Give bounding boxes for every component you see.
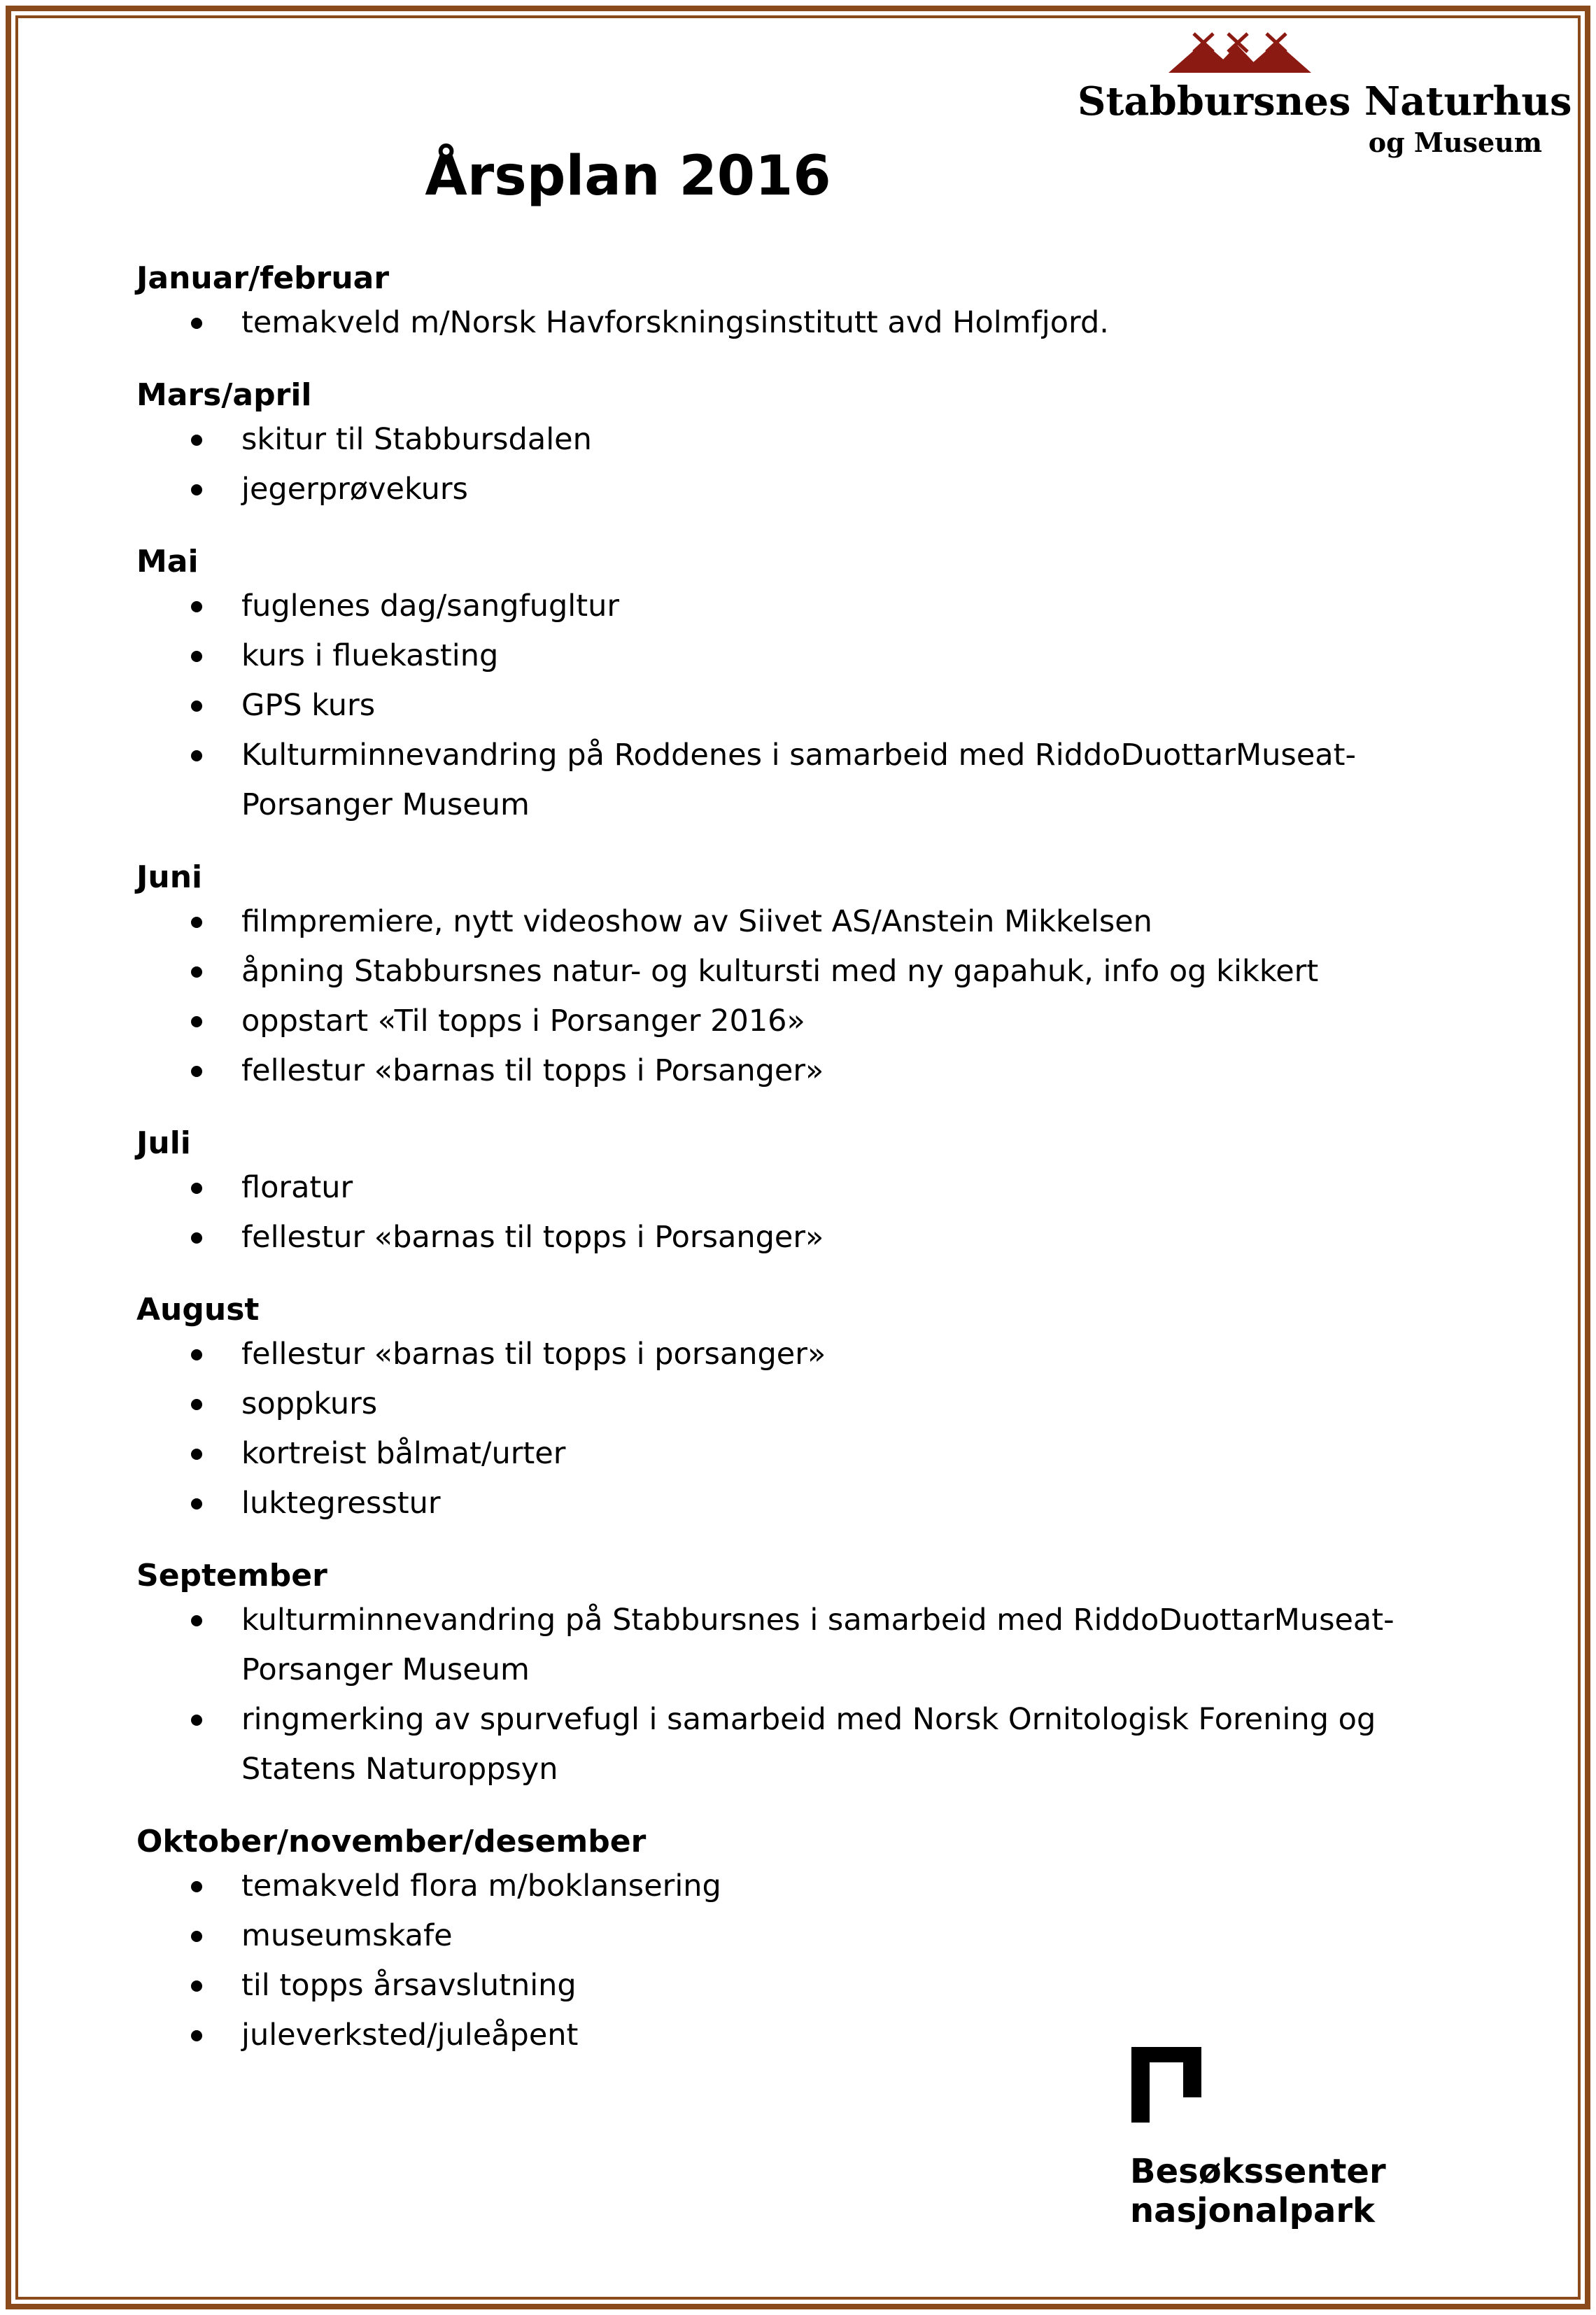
month-heading: Mars/april <box>136 377 312 413</box>
activity-list <box>136 1596 1480 1794</box>
bullet-icon <box>191 1715 202 1726</box>
bullet-icon <box>191 917 202 928</box>
list-item <box>136 1596 1480 1695</box>
list-item <box>136 1163 1480 1213</box>
activity-text: temakveld flora m/boklansering <box>241 1869 721 1904</box>
logo-subtitle: og Museum <box>1368 127 1542 158</box>
list-item <box>136 1046 1480 1096</box>
month-section <box>136 1290 1480 1528</box>
nasjonalpark-icon <box>1131 2047 1201 2124</box>
bullet-icon <box>191 484 202 495</box>
list-item <box>136 1862 1480 1911</box>
bullet-icon <box>191 601 202 612</box>
bullet-icon <box>191 1399 202 1410</box>
activity-text: floratur <box>241 1170 353 1205</box>
list-item <box>136 1330 1480 1379</box>
activity-text: museumskafe <box>241 1918 453 1953</box>
month-section <box>136 376 1480 514</box>
month-section <box>136 259 1480 348</box>
bullet-icon <box>191 1498 202 1510</box>
activity-list <box>136 298 1480 348</box>
activity-text: Kulturminnevandring på Roddenes i samarbeid med RiddoDuottarMuseat-Porsanger Museum <box>241 738 1356 822</box>
list-item <box>136 1429 1480 1479</box>
bullet-icon <box>191 1232 202 1244</box>
month-section <box>136 858 1480 1096</box>
list-item <box>136 1379 1480 1429</box>
activity-text: oppstart «Til topps i Porsanger 2016» <box>241 1004 805 1039</box>
activity-text: fellestur «barnas til topps i porsanger» <box>241 1337 826 1372</box>
logo-name: Stabbursnes Naturhus <box>1078 78 1572 125</box>
bullet-icon <box>191 1881 202 1892</box>
month-heading: Juli <box>136 1125 191 1161</box>
bullet-icon <box>191 651 202 662</box>
activity-list <box>136 897 1480 1096</box>
bullet-icon <box>191 1183 202 1194</box>
list-item <box>136 731 1480 830</box>
activity-text: filmpremiere, nytt videoshow av Siivet AS/Anstein Mikkelsen <box>241 904 1152 939</box>
activity-list <box>136 1163 1480 1262</box>
activity-text: fuglenes dag/sangfugltur <box>241 589 620 624</box>
list-item <box>136 1213 1480 1262</box>
bullet-icon <box>191 435 202 446</box>
list-item <box>136 1479 1480 1528</box>
list-item <box>136 897 1480 947</box>
list-item <box>136 415 1480 465</box>
bullet-icon <box>191 2030 202 2041</box>
bullet-icon <box>191 1349 202 1360</box>
activity-text: ringmerking av spurvefugl i samarbeid med Norsk Ornitologisk Forening og Statens Naturoppsyn <box>241 1702 1376 1787</box>
activity-text: skitur til Stabbursdalen <box>241 422 592 457</box>
month-heading: Mai <box>136 544 199 579</box>
activity-text: til topps årsavslutning <box>241 1968 577 2003</box>
bullet-icon <box>191 1931 202 1942</box>
activity-list <box>136 1330 1480 1528</box>
roof-logo-icon <box>1120 32 1371 74</box>
month-section <box>136 542 1480 830</box>
activity-text: åpning Stabbursnes natur- og kultursti med ny gapahuk, info og kikkert <box>241 954 1319 989</box>
list-item <box>136 582 1480 631</box>
besokssenter-label <box>1130 2152 1386 2230</box>
activity-text: kulturminnevandring på Stabbursnes i samarbeid med RiddoDuottarMuseat-Porsanger Museum <box>241 1603 1394 1687</box>
activity-text: GPS kurs <box>241 688 376 723</box>
month-section <box>136 1124 1480 1262</box>
activity-list <box>136 415 1480 514</box>
month-heading: Juni <box>136 859 203 895</box>
bullet-icon <box>191 1449 202 1460</box>
list-item <box>136 947 1480 997</box>
besokssenter-logo <box>1130 2047 1424 2236</box>
bullet-icon <box>191 701 202 712</box>
bullet-icon <box>191 1066 202 1077</box>
bullet-icon <box>191 1016 202 1027</box>
besokssenter-line2: nasjonalpark <box>1130 2191 1375 2230</box>
activity-text: fellestur «barnas til topps i Porsanger» <box>241 1220 824 1255</box>
list-item <box>136 997 1480 1046</box>
list-item <box>136 1695 1480 1794</box>
bullet-icon <box>191 1980 202 1992</box>
bullet-icon <box>191 1615 202 1626</box>
list-item <box>136 298 1480 348</box>
month-heading: Oktober/november/desember <box>136 1824 647 1859</box>
month-heading: Januar/februar <box>136 260 390 296</box>
month-section <box>136 1822 1480 2060</box>
activity-list <box>136 1862 1480 2060</box>
bullet-icon <box>191 966 202 978</box>
list-item <box>136 631 1480 681</box>
month-section <box>136 1556 1480 1794</box>
list-item <box>136 681 1480 731</box>
month-heading: August <box>136 1292 260 1328</box>
page-title: Årsplan 2016 <box>425 145 831 208</box>
activity-text: juleverksted/juleåpent <box>241 2018 579 2053</box>
activity-text: soppkurs <box>241 1386 378 1421</box>
activity-text: jegerprøvekurs <box>241 472 468 507</box>
list-item <box>136 465 1480 514</box>
activity-list <box>136 582 1480 830</box>
activity-text: kurs i fluekasting <box>241 638 499 673</box>
annual-plan-content <box>136 259 1480 2088</box>
list-item <box>136 1961 1480 2011</box>
bullet-icon <box>191 318 202 329</box>
activity-text: fellestur «barnas til topps i Porsanger» <box>241 1053 824 1088</box>
bullet-icon <box>191 750 202 761</box>
activity-text: luktegresstur <box>241 1486 441 1521</box>
activity-text: kortreist bålmat/urter <box>241 1436 566 1471</box>
month-heading: September <box>136 1558 327 1593</box>
besokssenter-line1: Besøkssenter <box>1130 2152 1386 2191</box>
activity-text: temakveld m/Norsk Havforskningsinstitutt avd Holmfjord. <box>241 305 1109 340</box>
list-item <box>136 1911 1480 1961</box>
